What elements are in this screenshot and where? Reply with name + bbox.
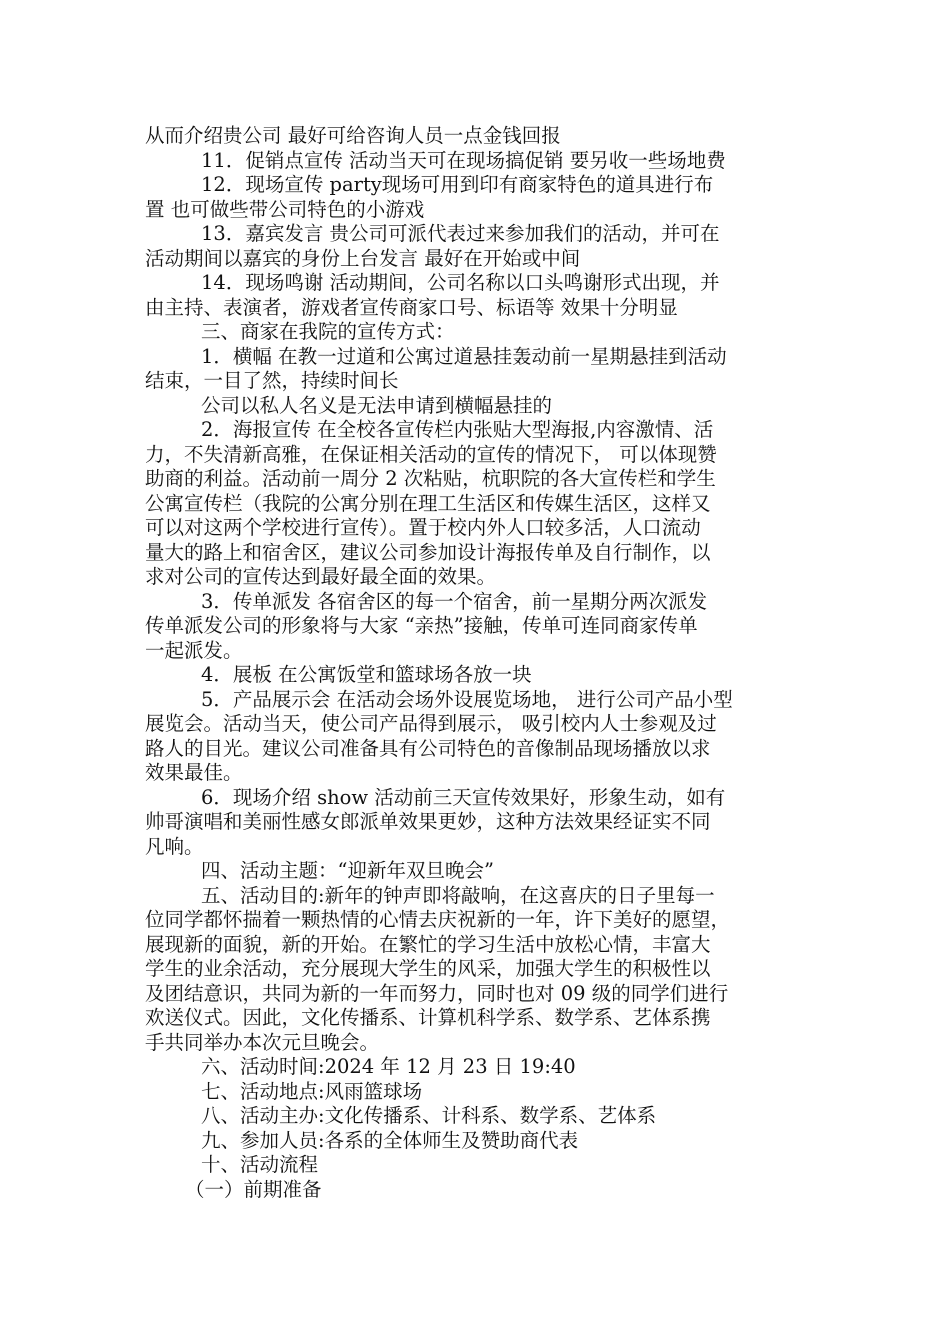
text-line: 3．传单派发 各宿舍区的每一个宿舍，前一星期分两次派发 bbox=[201, 589, 708, 613]
paragraph bbox=[145, 688, 835, 786]
text-line: （一）前期准备 bbox=[185, 1177, 322, 1201]
text-line: 13．嘉宾发言 贵公司可派代表过来参加我们的活动，并可在 bbox=[201, 222, 720, 245]
text-line: 可以对这两个学校进行宣传）。置于校内外人口较多活，人口流动 bbox=[145, 516, 701, 539]
text-line: 传单派发公司的形象将与大家 “亲热”接触，传单可连同商家传单 bbox=[145, 614, 698, 637]
paragraph bbox=[145, 590, 835, 664]
paragraph bbox=[145, 1055, 835, 1080]
text-line: 九、参加人员:各系的全体师生及赞助商代表 bbox=[201, 1128, 579, 1152]
text-line: 从而介绍贵公司 最好可给咨询人员一点金钱回报 bbox=[145, 124, 561, 147]
text-line: 11．促销点宣传 活动当天可在现场搞促销 要另收一些场地费 bbox=[201, 148, 726, 172]
paragraph bbox=[145, 786, 835, 860]
text-line: 置 也可做些带公司特色的小游戏 bbox=[145, 197, 425, 221]
text-line: 学生的业余活动，充分展现大学生的风采，加强大学生的积极性以 bbox=[145, 957, 711, 980]
text-line: 活动期间以嘉宾的身份上台发言 最好在开始或中间 bbox=[145, 246, 581, 270]
paragraph bbox=[145, 418, 835, 590]
paragraph bbox=[145, 124, 835, 149]
paragraph bbox=[145, 1080, 835, 1105]
text-line: 帅哥演唱和美丽性感女郎派单效果更妙，这种方法效果经证实不同 bbox=[145, 810, 711, 833]
text-line: 凡响。 bbox=[145, 834, 204, 858]
text-line: 六、活动时间:2024 年 12 月 23 日 19:40 bbox=[201, 1055, 576, 1078]
paragraph bbox=[145, 173, 835, 222]
text-line: 助商的利益。活动前一周分 2 次粘贴，杭职院的各大宣传栏和学生 bbox=[145, 467, 716, 490]
text-line: 手共同举办本次元旦晚会。 bbox=[145, 1030, 380, 1054]
paragraph bbox=[145, 345, 835, 394]
text-line: 四、活动主题：“迎新年双旦晚会” bbox=[201, 859, 494, 882]
text-line: 12．现场宣传 party现场可用到印有商家特色的道具进行布 bbox=[201, 173, 714, 196]
text-line: 一起派发。 bbox=[145, 638, 243, 662]
paragraph bbox=[145, 394, 835, 419]
text-line: 1．横幅 在教一过道和公寓过道悬挂轰动前一星期悬挂到活动 bbox=[201, 344, 727, 368]
text-line: 三、商家在我院的宣传方式： bbox=[201, 320, 455, 343]
text-line: 路人的目光。建议公司准备具有公司特色的音像制品现场播放以求 bbox=[145, 736, 711, 760]
text-line: 量大的路上和宿舍区，建议公司参加设计海报传单及自行制作，以 bbox=[145, 540, 711, 564]
text-line: 结束，一目了然，持续时间长 bbox=[145, 369, 399, 392]
text-line: 2．海报宣传 在全校各宣传栏内张贴大型海报,内容激情、活 bbox=[201, 418, 714, 441]
paragraph bbox=[145, 663, 835, 688]
paragraph bbox=[145, 1153, 835, 1178]
text-line: 展现新的面貌，新的开始。在繁忙的学习生活中放松心情，丰富大 bbox=[145, 932, 711, 956]
paragraph bbox=[145, 884, 835, 1056]
paragraph bbox=[145, 320, 835, 345]
text-line: 4．展板 在公寓饭堂和篮球场各放一块 bbox=[201, 663, 532, 686]
text-line: 力，不失清新高雅，在保证相关活动的宣传的情况下， 可以体现赞 bbox=[145, 442, 717, 466]
text-line: 5．产品展示会 在活动会场外设展览场地， 进行公司产品小型 bbox=[201, 687, 733, 711]
text-line: 五、活动目的:新年的钟声即将敲响，在这喜庆的日子里每一 bbox=[201, 883, 715, 907]
text-line: 公寓宣传栏（我院的公寓分别在理工生活区和传媒生活区，这样又 bbox=[145, 491, 711, 515]
paragraph bbox=[145, 1104, 835, 1129]
text-line: 八、活动主办:文化传播系、计科系、数学系、艺体系 bbox=[201, 1104, 657, 1127]
document-page bbox=[145, 124, 835, 1202]
text-line: 效果最佳。 bbox=[145, 761, 243, 784]
paragraph bbox=[145, 859, 835, 884]
text-line: 14．现场鸣谢 活动期间，公司名称以口头鸣谢形式出现，并 bbox=[201, 271, 720, 294]
text-line: 欢送仪式。因此，文化传播系、计算机科学系、数学系、艺体系携 bbox=[145, 1006, 711, 1029]
paragraph bbox=[145, 271, 835, 320]
paragraph bbox=[145, 149, 835, 174]
text-line: 位同学都怀揣着一颗热情的心情去庆祝新的一年，许下美好的愿望， bbox=[145, 908, 731, 931]
text-line: 由主持、表演者，游戏者宣传商家口号、标语等 效果十分明显 bbox=[145, 295, 678, 319]
paragraph bbox=[145, 1178, 835, 1203]
text-line: 公司以私人名义是无法申请到横幅悬挂的 bbox=[201, 393, 553, 417]
text-line: 6．现场介绍 show 活动前三天宣传效果好，形象生动，如有 bbox=[201, 785, 726, 809]
text-line: 求对公司的宣传达到最好最全面的效果。 bbox=[145, 565, 497, 588]
text-line: 十、活动流程 bbox=[201, 1153, 319, 1176]
text-line: 七、活动地点:风雨篮球场 bbox=[201, 1079, 423, 1103]
text-line: 展览会。活动当天，使公司产品得到展示， 吸引校内人士参观及过 bbox=[145, 712, 717, 735]
paragraph bbox=[145, 1129, 835, 1154]
paragraph bbox=[145, 222, 835, 271]
text-line: 及团结意识，共同为新的一年而努力，同时也对 09 级的同学们进行 bbox=[145, 981, 729, 1005]
